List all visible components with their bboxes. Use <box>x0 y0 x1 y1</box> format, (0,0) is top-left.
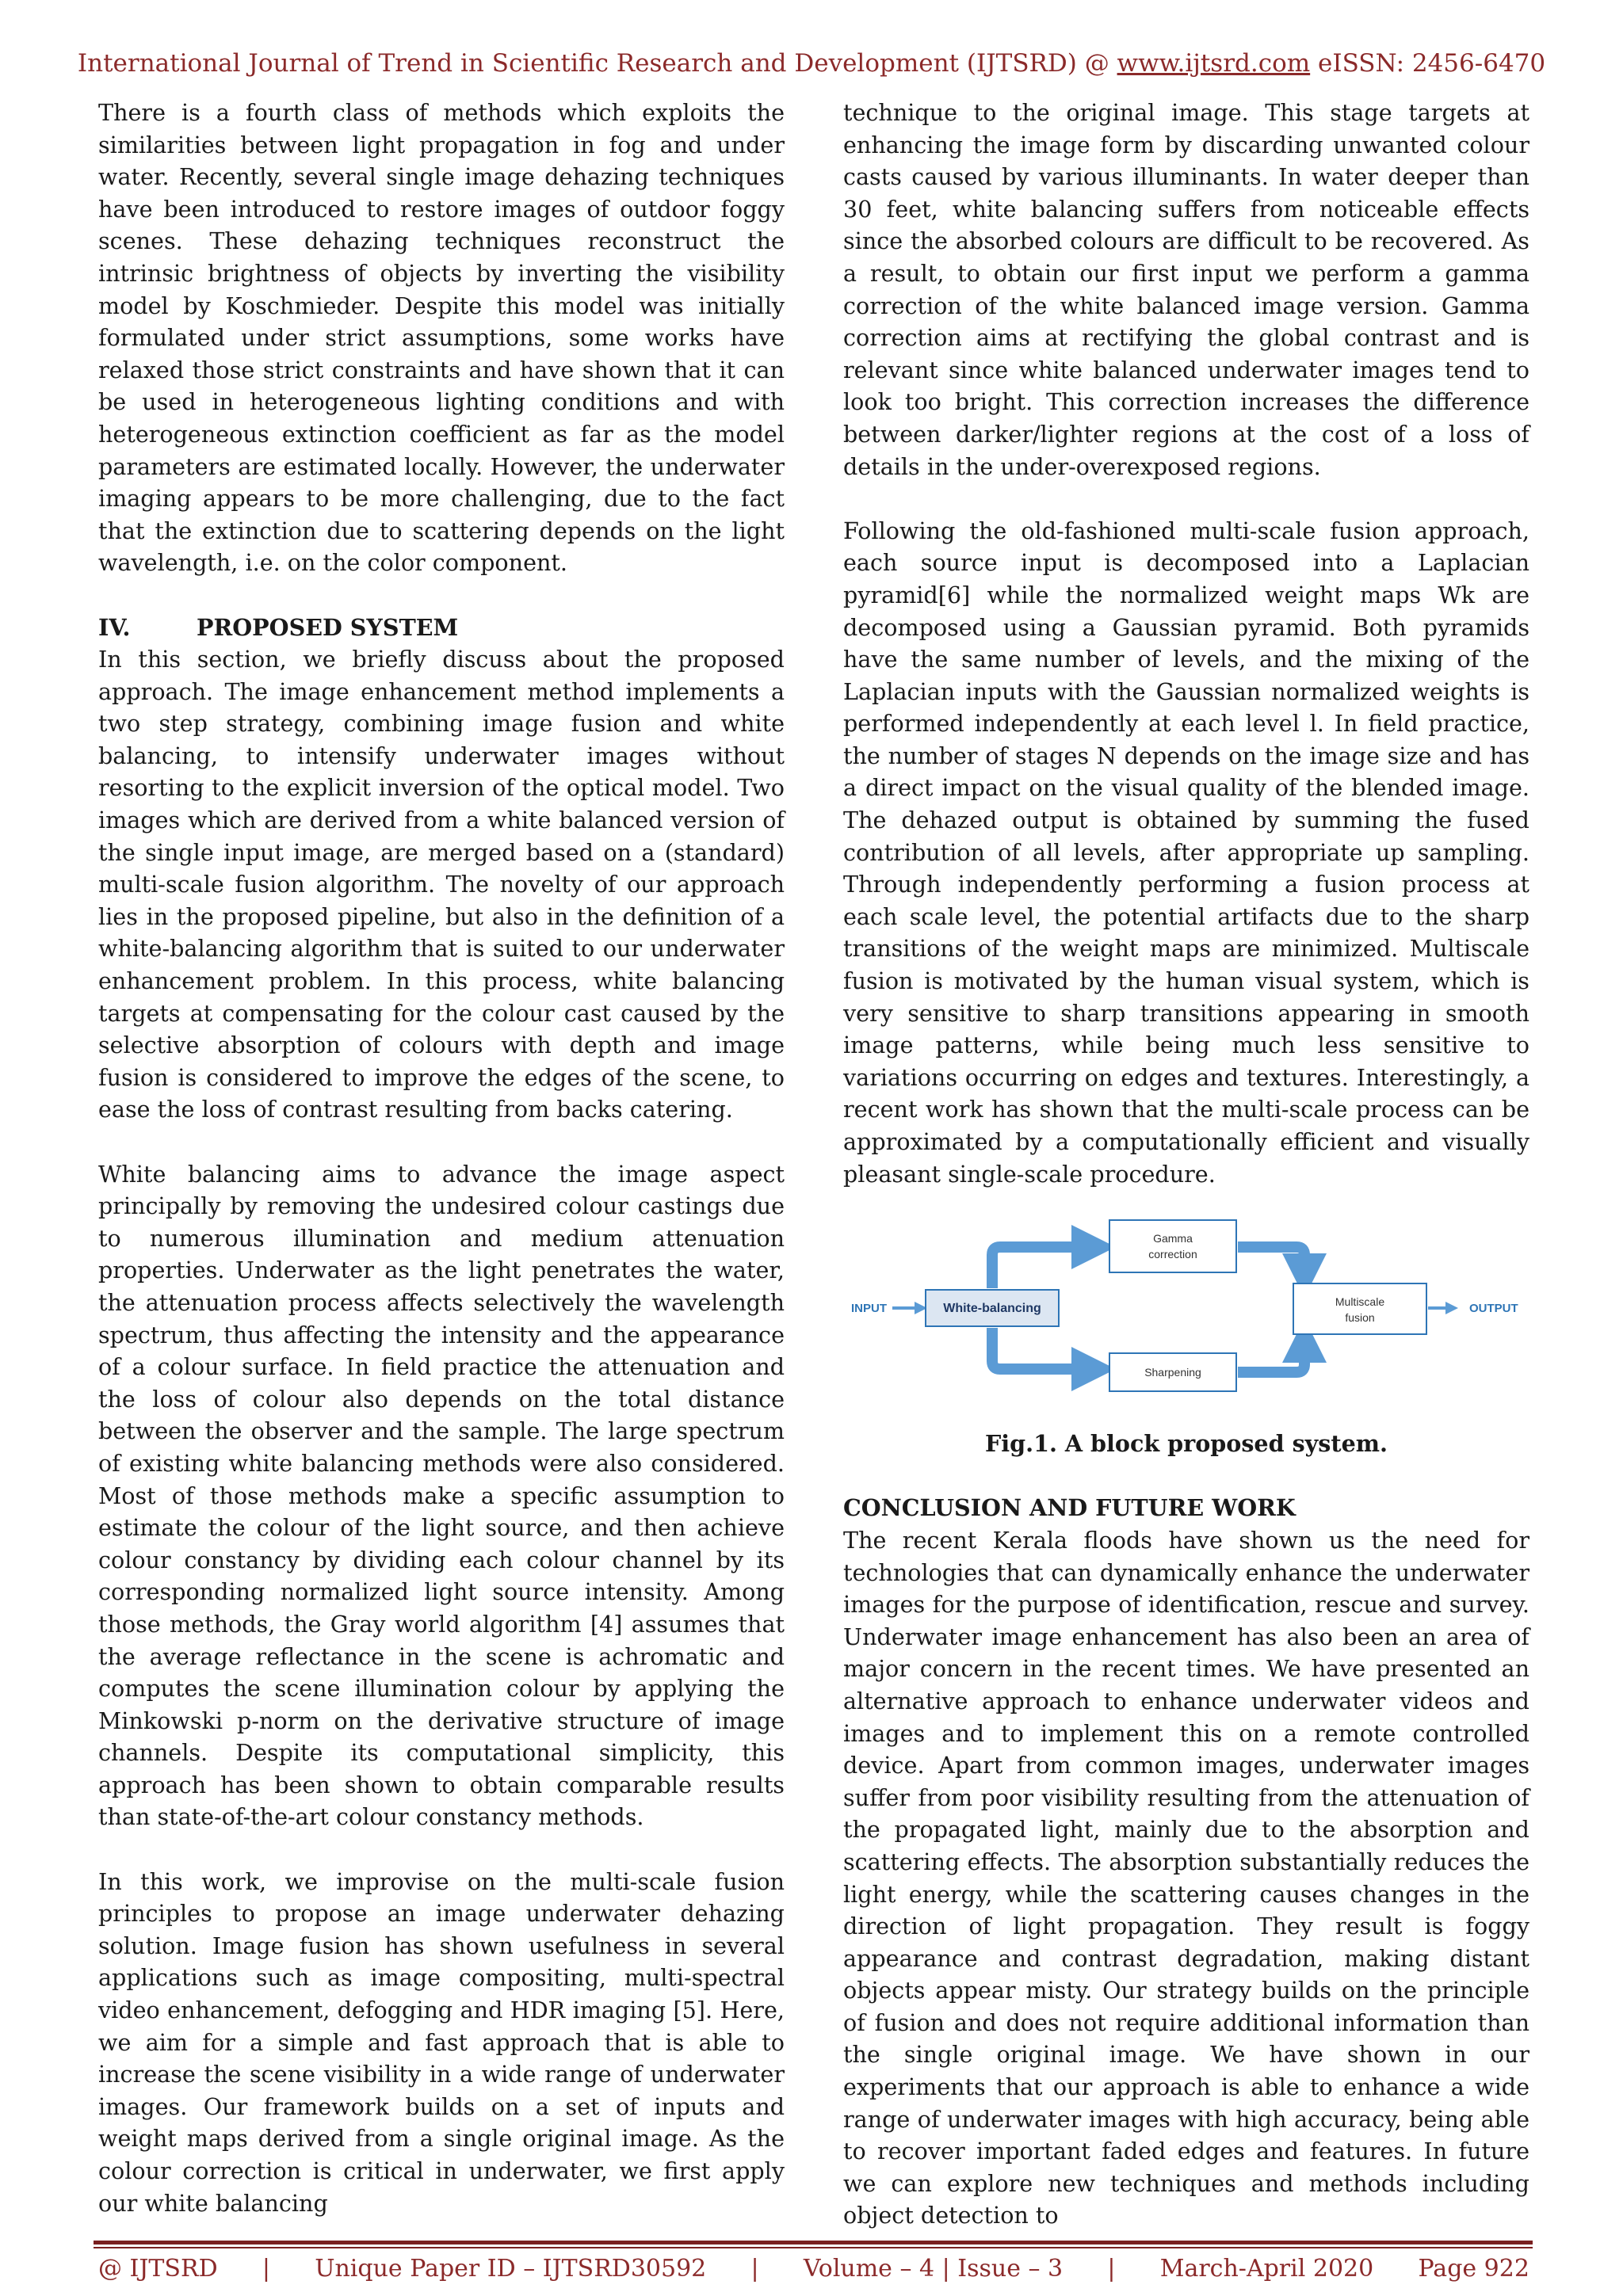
input-label: INPUT <box>851 1302 887 1316</box>
section-heading-proposed-system <box>98 612 785 644</box>
footer-brand: @ IJTSRD <box>98 2255 218 2283</box>
block-diagram-figure <box>843 1206 1529 1428</box>
section-title: PROPOSED SYSTEM <box>197 613 459 641</box>
figure-caption: Fig.1. A block proposed system. <box>984 1430 1388 1458</box>
footer-date: March-April 2020 <box>1159 2255 1374 2283</box>
paragraph-technique: technique to the original image. This stage targets at enhancing the image form by discarding unwanted colour casts caused by various illuminants. In water deeper than 30 feet, white balancing suffers from noticeable effects since the absorbed colours are difficult to be recovered. As a result, to obtain our first input we perform a gamma correction of the white balanced image version. Gamma correction aims at rectifying the global contrast and is relevant since white balanced underwater images tend to look too bright. This correction increases the difference between darker/lighter regions at the cost of a loss of details in the under-overexposed regions. <box>843 99 1529 480</box>
journal-issn: eISSN: 2456-6470 <box>1310 49 1546 78</box>
journal-name: International Journal of Trend in Scientific Research and Development (IJTSRD) @ <box>77 49 1117 78</box>
footer-page-number: Page 922 <box>1418 2255 1529 2283</box>
right-column <box>843 97 1529 2232</box>
fusion-label-line1: Multiscale <box>1335 1295 1385 1309</box>
footer-separator: | <box>262 2255 270 2283</box>
section-number: IV. <box>98 613 131 641</box>
paragraph-proposed-approach: In this section, we briefly discuss about the proposed approach. The image enhancement method implements a two step strategy, combining image fusion and white balancing, to intensify underwater images without resorting to the explicit inversion of the optical model. Two images which are derived from a white balanced version of the single input image, are merged based on a (standard) multi-scale fusion algorithm. The novelty of our approach lies in the proposed pipeline, but also in the definition of a white-balancing algorithm that is suited to our underwater enhancement problem. In this process, white balancing targets at compensating for the colour cast caused by the selective absorption of colours with depth and image fusion is considered to improve the edges of the scene, to ease the loss of contrast resulting from backs catering. <box>98 646 785 1123</box>
block-diagram <box>843 1206 1529 1428</box>
sharpening-label: Sharpening <box>1144 1366 1201 1379</box>
journal-header <box>0 49 1623 78</box>
gamma-label-line1: Gamma <box>1153 1232 1193 1245</box>
paragraph-conclusion: The recent Kerala floods have shown us the need for technologies that can dynamically enhance the underwater images for the purpose of identification, rescue and survey. Underwater image enhancement has also been an area of major concern in the recent times. We have presented an alternative approach to enhance underwater videos and images and to implement this on a remote controlled device. Apart from common images, underwater images suffer from poor visibility resulting from the attenuation of the propagated light, mainly due to the absorption and scattering effects. The absorption substantially reduces the light energy, while the scattering causes changes in the direction of light propagation. They result is foggy appearance and contrast degradation, making distant objects appear misty. Our strategy builds on the principle of fusion and does not require additional information than the single original image. We have shown in our experiments that our approach is able to enhance a wide range of underwater images with high accuracy, being able to recover important faded edges and features. In future we can explore new techniques and methods including object detection to <box>843 1526 1529 2229</box>
left-column <box>98 97 785 2219</box>
white-balancing-label: White-balancing <box>943 1302 1041 1316</box>
fusion-label-line2: fusion <box>1345 1311 1375 1325</box>
arrow-gamma-to-fusion <box>1238 1247 1304 1276</box>
paragraph-white-balancing: White balancing aims to advance the image aspect principally by removing the undesired colour castings due to numerous illumination and medium attenuation properties. Underwater as the light penetrates the water, the attenuation process affects selectively the wavelength spectrum, thus affecting the intensity and the appearance of a colour surface. In field practice the attenuation and the loss of colour also depends on the total distance between the observer and the sample. The large spectrum of existing white balancing methods were also considered. Most of those methods make a specific assumption to estimate the colour of the light source, and then achieve colour constancy by dividing each colour channel by its corresponding normalized light source intensity. Among those methods, the Gray world algorithm [4] assumes that the average reflectance in the scene is achromatic and computes the scene illumination colour by applying the Minkowski p-norm on the derivative structure of image channels. Despite its computational simplicity, this approach has been shown to obtain comparable results than state-of-the-art colour constancy methods. <box>98 1160 785 1831</box>
gamma-label-line2: correction <box>1148 1248 1197 1261</box>
footer-separator: | <box>750 2255 759 2283</box>
journal-url-link[interactable]: www.ijtsrd.com <box>1117 49 1311 78</box>
paragraph-fourth-class: There is a fourth class of methods which exploits the similarities between light propagation in fog and under water. Recently, several single image dehazing techniques have been introduced to restore images of outdoor foggy scenes. These dehazing techniques reconstruct the intrinsic brightness of objects by inverting the visibility model by Koschmieder. Despite this model was initially formulated under strict assumptions, some works have relaxed those strict constraints and have shown that it can be used in heterogeneous lighting conditions and with heterogeneous extinction coefficient as far as the model parameters are estimated locally. However, the underwater imaging appears to be more challenging, due to the fact that the extinction due to scattering depends on the light wavelength, i.e. on the color component. <box>98 99 785 577</box>
multiscale-fusion-box <box>1293 1283 1426 1334</box>
footer-paper-id: Unique Paper ID – IJTSRD30592 <box>315 2255 707 2283</box>
gamma-correction-box <box>1109 1220 1236 1272</box>
paragraph-this-work: In this work, we improvise on the multi-scale fusion principles to propose an image underwater dehazing solution. Image fusion has shown usefulness in several applications such as image compositing, multi-spectral video enhancement, defogging and HDR imaging [5]. Here, we aim for a simple and fast approach that is able to increase the scene visibility in a wide range of underwater images. Our framework builds on a set of inputs and weight maps derived from a single original image. As the colour correction is critical in underwater, we first apply our white balancing <box>98 1867 785 2217</box>
footer-volume: Volume – 4 | Issue – 3 <box>803 2255 1064 2283</box>
footer-separator: | <box>1107 2255 1116 2283</box>
footer-rule-thin <box>94 2247 1533 2248</box>
output-label: OUTPUT <box>1469 1302 1518 1316</box>
page-footer <box>98 2255 1529 2283</box>
arrow-to-gamma <box>992 1247 1094 1288</box>
arrow-to-sharpening <box>992 1328 1094 1369</box>
section-heading-conclusion: CONCLUSION AND FUTURE WORK <box>843 1494 1296 1522</box>
footer-rule-thick <box>94 2241 1533 2245</box>
paragraph-multiscale-fusion: Following the old-fashioned multi-scale fusion approach, each source input is decomposed into a Laplacian pyramid[6] while the normalized weight maps Wk are decomposed using a Gaussian pyramid. Both pyramids have the same number of levels, and the mixing of the Laplacian inputs with the Gaussian normalized weights is performed independently at each level l. In field practice, the number of stages N depends on the image size and has a direct impact on the visual quality of the blended image. The dehazed output is obtained by summing the fused contribution of all levels, after appropriate up sampling. Through independently performing a fusion process at each scale level, the potential artifacts due to the sharp transitions of the weight maps are minimized. Multiscale fusion is motivated by the human visual system, which is very sensitive to sharp transitions appearing in smooth image patterns, while being much less sensitive to variations occurring on edges and textures. Interestingly, a recent work has shown that the multi-scale process can be approximated by a computationally efficient and visually pleasant single-scale procedure. <box>843 517 1529 1188</box>
arrow-sharpening-to-fusion <box>1238 1341 1304 1372</box>
